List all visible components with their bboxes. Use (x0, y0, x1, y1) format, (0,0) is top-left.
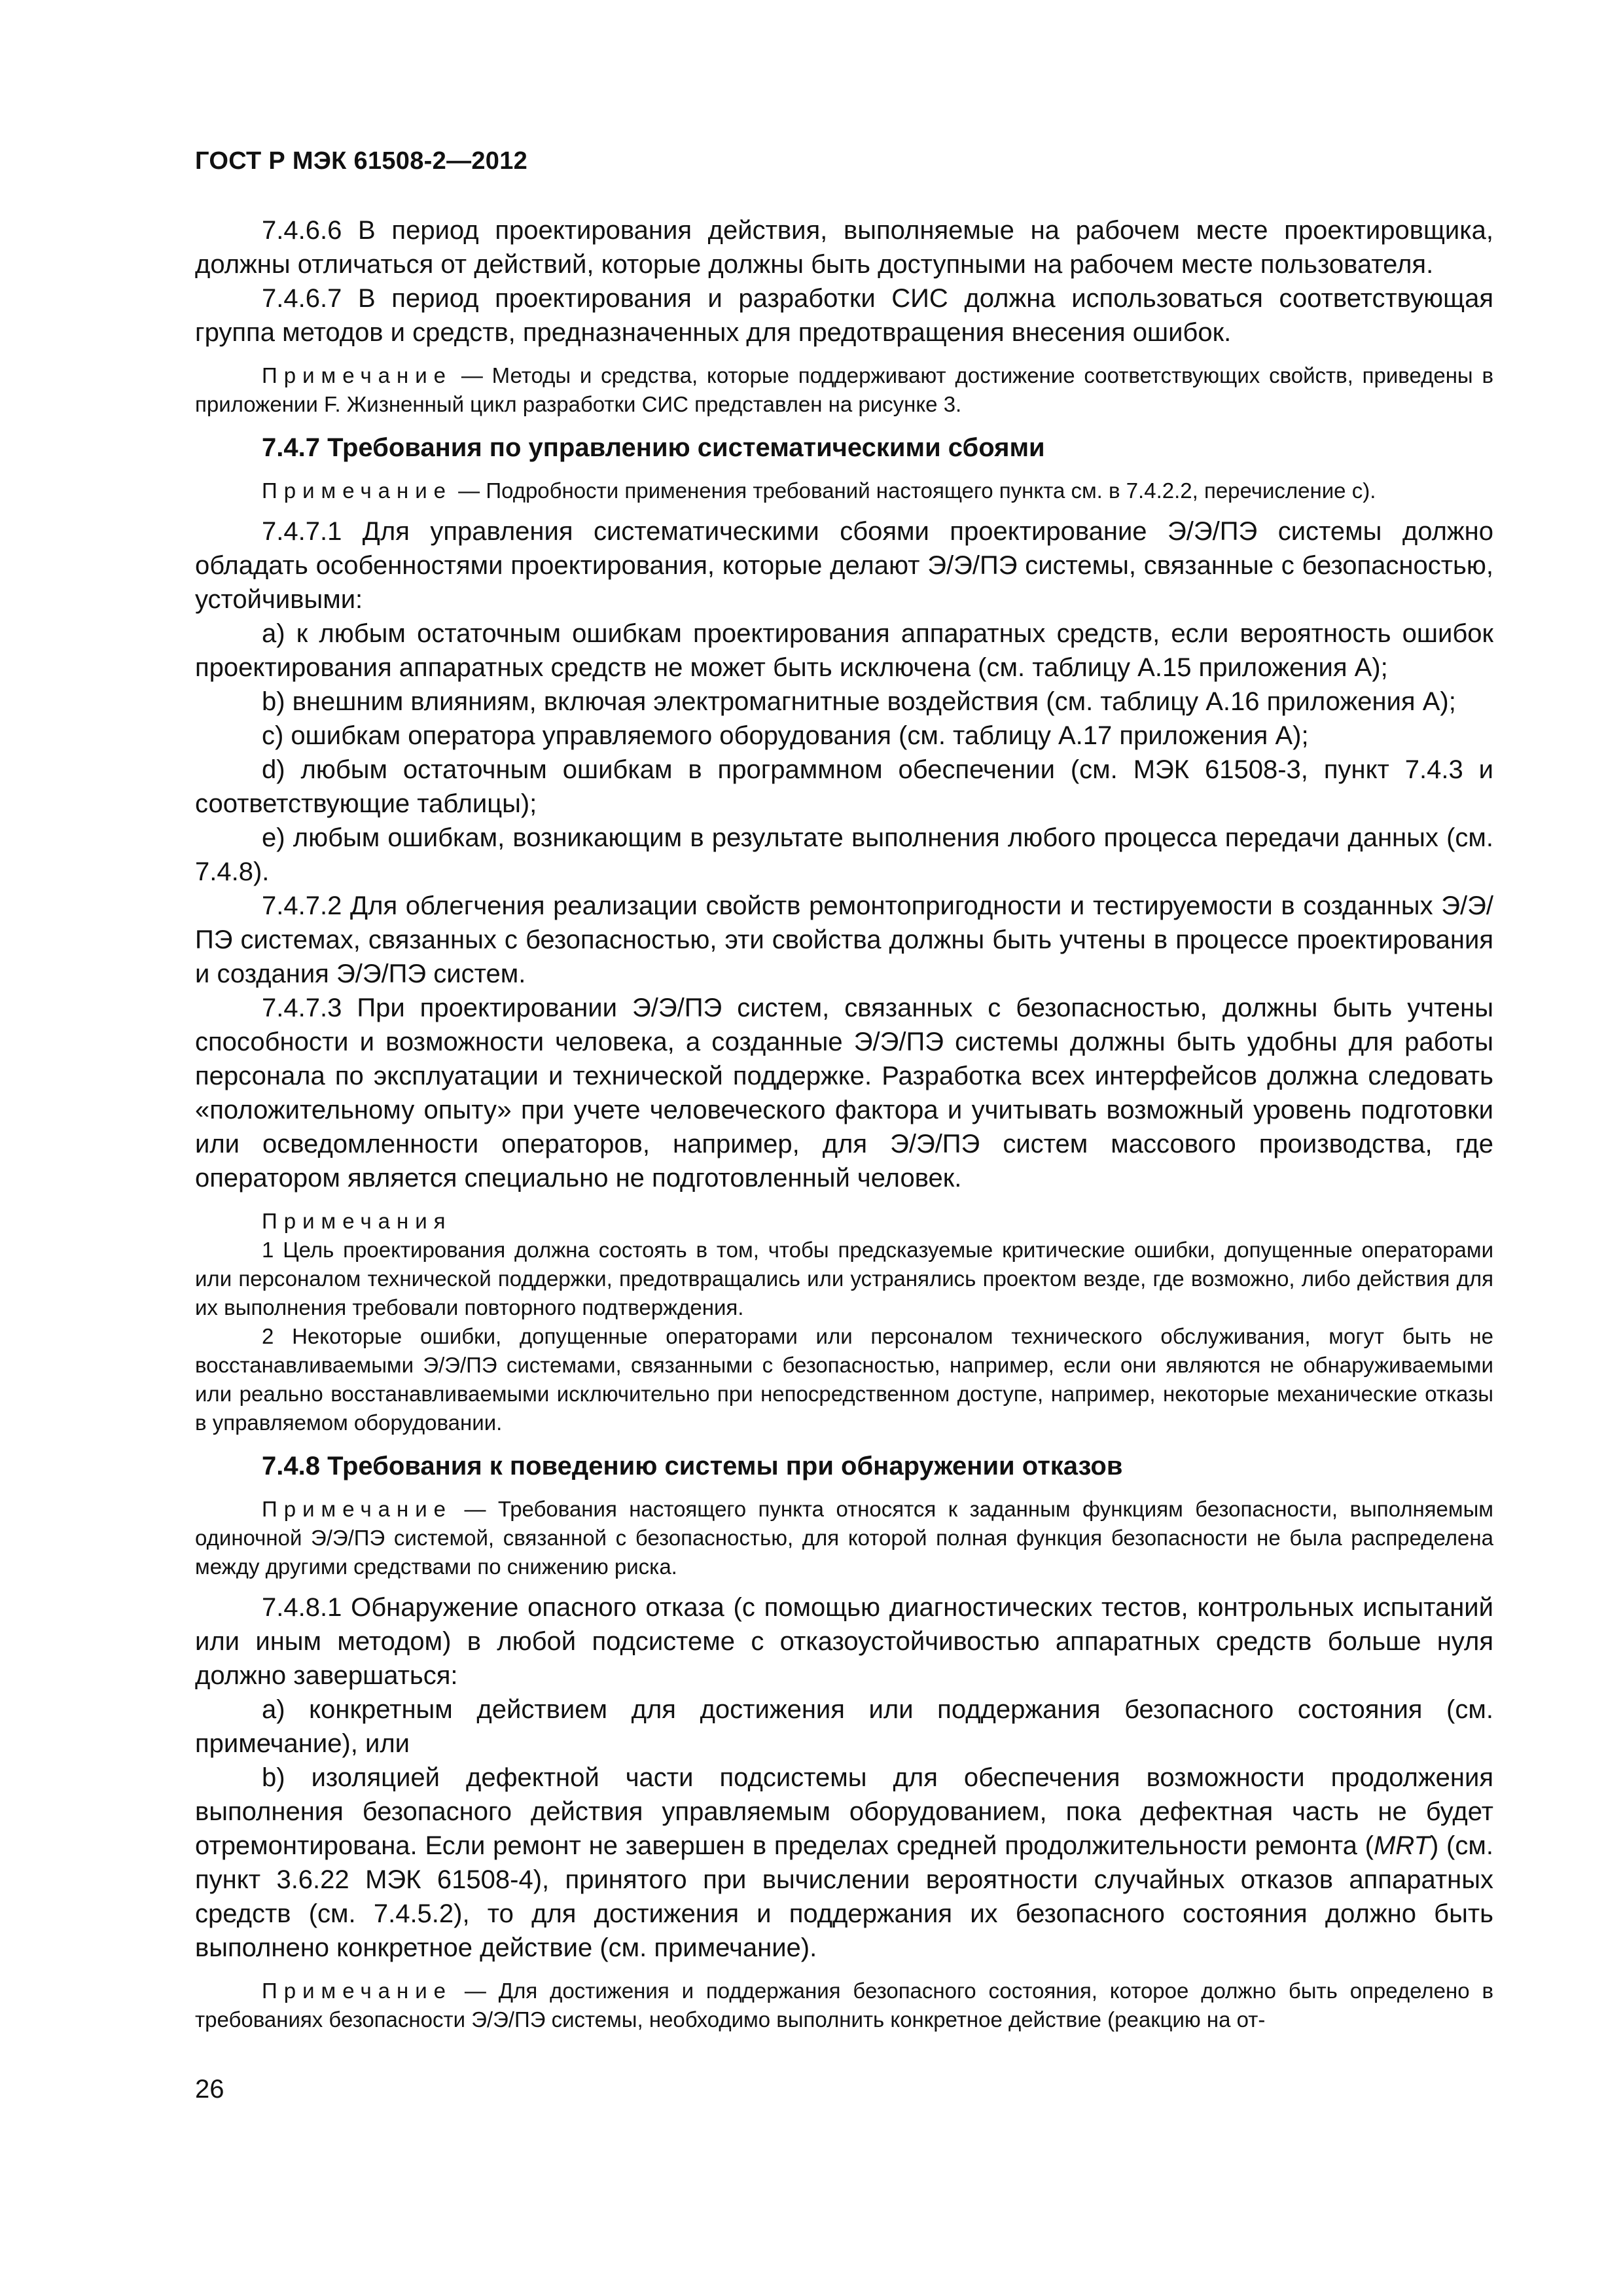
note-text: — Для достижения и поддержания безопасного состояния, которое должно быть определено в требованиях безопасности Э/Э/ПЭ системы, необходимо выполнить конкретное действие (реакцию на от- (195, 1979, 1493, 2032)
note-1 (195, 361, 1493, 419)
note-label: Примечание (262, 1497, 453, 1521)
paragraph-7-4-8-1: 7.4.8.1 Обнаружение опасного отказа (с помощью диагностических тестов, контрольных испытаний или иным методом) в любой подсистеме с отказоустойчивостью аппаратных средств больше нуля должно завершаться: (195, 1593, 1493, 1690)
document-header: ГОСТ Р МЭК 61508-2—2012 (195, 147, 528, 175)
note-label: Примечание (262, 363, 453, 387)
list-item-d: d) любым остаточным ошибкам в программном обеспечении (см. МЭК 61508-3, пункт 7.4.3 и соответствующие таблицы); (195, 755, 1493, 818)
list-item-b: b) внешним влияниям, включая электромагнитные воздействия (см. таблицу А.16 приложения А); (262, 687, 1456, 716)
note-label: Примечание (262, 1979, 453, 2003)
note-4 (195, 1495, 1493, 1581)
note-2 (195, 476, 1493, 505)
note-item-1: 1 Цель проектирования должна состоять в том, чтобы предсказуемые критические ошибки, допущенные операторами или персоналом технической поддержки, предотвращались или устранялись проектом везде, где возможно, либо действия для их выполнения требовали повторного подтверждения. (195, 1238, 1493, 1319)
note-label: Примечание (262, 478, 453, 503)
text-span: b) изоляцией дефектной части подсистемы для обеспечения возможности продолжения выполнения безопасного действия управляемым оборудованием, пока дефектная часть не будет отремонтирована. Если ремонт не завершен в пределах средней продолжительности ремонта ( (195, 1763, 1493, 1860)
paragraph-7-4-7-3: 7.4.7.3 При проектировании Э/Э/ПЭ систем, связанных с безопасностью, должны быть учтены способности и возможности человека, а созданные Э/Э/ПЭ системы должны быть удобны для работы персонала по эксплуатации и технической поддержке. Разработка всех интерфейсов должна следовать «положительному опыту» при учете человеческого фактора и учитывать возможный уровень подготовки или осведомленности операторов, например, для Э/Э/ПЭ систем массового производства, где оператором является специально не подготовленный человек. (195, 994, 1493, 1193)
paragraph-7-4-7-1: 7.4.7.1 Для управления систематическими сбоями проектирование Э/Э/ПЭ системы должно обладать особенностями проектирования, которые делают Э/Э/ПЭ системы, связанные с безопасностью, устойчивыми: (195, 517, 1493, 614)
list-item-b-2 (195, 1761, 1493, 1965)
list-item-a-2: a) конкретным действием для достижения или поддержания безопасного состояния (см. примечание), или (195, 1695, 1493, 1758)
note-item-2: 2 Некоторые ошибки, допущенные операторами или персоналом технического обслуживания, могут быть не восстанавливаемыми Э/Э/ПЭ системами, связанными с безопасностью, например, если они являются не обнаруживаемыми или реально восстанавливаемыми исключительно при непосредственном доступе, например, некоторые механические отказы в управляемом оборудовании. (195, 1324, 1493, 1435)
paragraph-7-4-6-7: 7.4.6.7 В период проектирования и разработки СИС должна использоваться соответствующая группа методов и средств, предназначенных для предотвращения внесения ошибок. (195, 284, 1493, 347)
page-number: 26 (195, 2075, 224, 2104)
section-heading-7-4-7: 7.4.7 Требования по управлению систематическими сбоями (262, 433, 1045, 462)
list-item-a: a) к любым остаточным ошибкам проектирования аппаратных средств, если вероятность ошибок проектирования аппаратных средств не может быть исключена (см. таблицу А.15 приложения А); (195, 619, 1493, 682)
paragraph-7-4-6-6: 7.4.6.6 В период проектирования действия, выполняемые на рабочем месте проектировщика, должны отличаться от действий, которые должны быть доступными на рабочем месте пользователя. (195, 216, 1493, 279)
paragraph-7-4-7-2: 7.4.7.2 Для облегчения реализации свойств ремонтопригодности и тестируемости в созданных Э/Э/ПЭ системах, связанных с безопасностью, эти свойства должны быть учтены в процессе проектирования и создания Э/Э/ПЭ систем. (195, 891, 1493, 988)
note-text: — Методы и средства, которые поддерживают достижение соответствующих свойств, приведены в приложении F. Жизненный цикл разработки СИС представлен на рисунке 3. (195, 363, 1493, 416)
mrt-abbrev: MRT (1374, 1831, 1430, 1860)
note-text: — Требования настоящего пункта относятся к заданным функциям безопасности, выполняемым одиночной Э/Э/ПЭ системой, связанной с безопасностью, для которой полная функция безопасности не была распределена между другими средствами по снижению риска. (195, 1497, 1493, 1579)
section-heading-7-4-8: 7.4.8 Требования к поведению системы при обнаружении отказов (262, 1452, 1123, 1480)
notes-title: Примечания (262, 1209, 452, 1233)
list-item-e: e) любым ошибкам, возникающим в результате выполнения любого процесса передачи данных (см. 7.4.8). (195, 823, 1493, 886)
note-5 (195, 1977, 1493, 2034)
list-item-c: c) ошибкам оператора управляемого оборудования (см. таблицу А.17 приложения А); (262, 721, 1309, 750)
note-text: — Подробности применения требований настоящего пункта см. в 7.4.2.2, перечисление с). (452, 478, 1376, 503)
text-span: ) (см. пункт 3.6.22 МЭК 61508-4), принятого при вычислении вероятности случайных отказов аппаратных средств (см. 7.4.5.2), то для достижения и поддержания их безопасного состояния должно быть выполнено конкретное действие (см. примечание). (195, 1831, 1493, 1962)
notes-block (195, 1207, 1493, 1437)
